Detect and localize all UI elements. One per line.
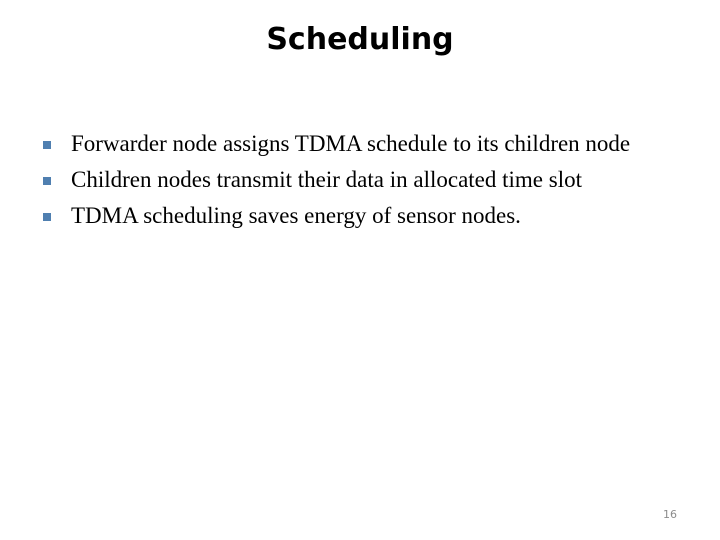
bullet-item bbox=[40, 131, 680, 157]
square-bullet-icon bbox=[43, 213, 51, 221]
bullet-item bbox=[40, 203, 680, 229]
bullet-text: Children nodes transmit their data in allocated time slot bbox=[71, 167, 582, 192]
square-bullet-icon bbox=[43, 177, 51, 185]
square-bullet-icon bbox=[43, 141, 51, 149]
slide-title: Scheduling bbox=[266, 22, 454, 57]
page-number: 16 bbox=[663, 508, 677, 521]
bullet-item bbox=[40, 167, 680, 193]
bullet-list bbox=[40, 131, 680, 239]
bullet-text: Forwarder node assigns TDMA schedule to its children node bbox=[71, 131, 631, 156]
bullet-text: TDMA scheduling saves energy of sensor nodes. bbox=[71, 203, 521, 228]
